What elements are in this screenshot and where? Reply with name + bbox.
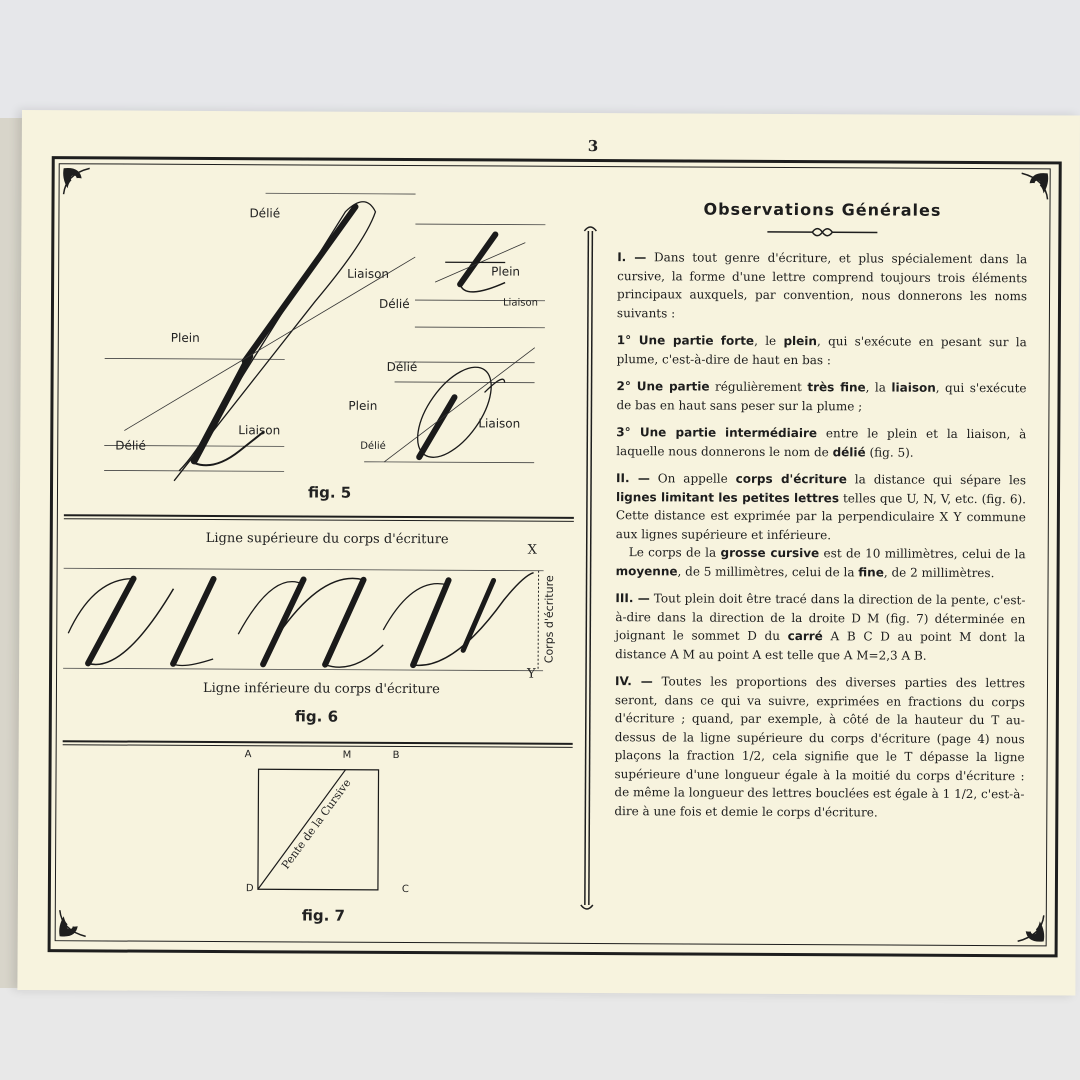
fig6-bottom-label: Ligne inférieure du corps d'écriture	[202, 680, 440, 698]
title-ornament	[762, 225, 882, 240]
paragraph-lead: 1° Une partie	[616, 333, 714, 348]
fig6-side-label: Corps d'écriture	[542, 575, 557, 664]
paragraph-lead: I. —	[617, 250, 647, 265]
paragraph-body: régulièrement très fine, la liaison, qui s'exécute de bas en haut sans peser sur la plume ;	[616, 379, 1027, 413]
letter-t-stroke	[435, 234, 525, 292]
fig5-label-delie-bottom: Délié	[115, 438, 146, 453]
paragraph-body: forte, le plein, qui s'exécute en pesant sur la plume, c'est-à-dire de haut en bas :	[616, 333, 1027, 367]
fig5-label-delie-top: Délié	[249, 206, 281, 221]
paragraph-body: Dans tout genre d'écriture, et plus spécialement dans la cursive, la forme d'une lettre comprend toujours trois éléments principaux auxquels, par convention, nous donnerons les noms suivants :	[616, 250, 1028, 320]
fig5-label-t-liaison: Liaison	[502, 297, 538, 309]
book-page	[17, 110, 1080, 996]
fig5-diagram	[64, 170, 576, 513]
fig6-top-label: Ligne supérieure du corps d'écriture	[205, 530, 449, 548]
fig5-caption: fig. 5	[307, 483, 352, 502]
fig5-label-plein-left: Plein	[170, 330, 200, 345]
fig5-label-liaison-bottom: Liaison	[238, 423, 281, 438]
fig5-label-o-liaison: Liaison	[478, 416, 521, 431]
corner-ornament-bottom-left	[56, 900, 96, 940]
corner-ornament-bottom-right	[1008, 905, 1048, 945]
fig5-label-liaison-top: Liaison	[347, 266, 390, 281]
paragraph-list	[614, 248, 1027, 822]
paragraph-body: Tout plein doit être tracé dans la direction de la pente, c'est-à-dire dans la direction de la droite D M (fig. 7) déterminée en joignant le sommet D du carré A B C D au point M dont la distance A M au point A est telle que A M=2,3 A B.	[615, 591, 1026, 663]
fig5-label-t-delie: Délié	[378, 296, 410, 312]
letter-l-stroke	[124, 201, 415, 483]
background-top	[0, 0, 1080, 120]
paragraph-lead: 3° Une partie	[616, 425, 717, 440]
fig7-diagonal-label: Pente de la Cursive	[279, 776, 354, 872]
fig7-corner-d: D	[245, 883, 254, 895]
paragraph-body: On appelle corps d'écriture la distance qui sépare les lignes limitant les petites lettres telles que U, N, V, etc. (fig. 6). Cette distance est exprimée par la perpendiculaire X Y commune aux lignes supérieure et inférieure. Le corps de la grosse cursive est de 10 millimètres, celui de la moyenne, de 5 millimètres, celui de la fine, de 2 millimètres.	[615, 471, 1027, 580]
paragraph-lead: III. —	[615, 591, 650, 606]
paragraph-body: intermédiaire entre le plein et la liaison, à laquelle nous donnerons le nom de délié (fig. 5).	[616, 425, 1027, 460]
fig6-caption: fig. 6	[294, 707, 339, 726]
fig7-corner-b: B	[392, 749, 400, 761]
paragraph-7	[614, 672, 1025, 822]
fig5-label-o-delie-top: Délié	[386, 359, 418, 375]
page-number: 3	[587, 136, 599, 156]
paragraph-1	[617, 248, 1027, 324]
fig5-label-o-plein: Plein	[348, 398, 378, 413]
paragraph-6	[615, 589, 1025, 665]
fig6-y-label: Y	[527, 666, 536, 682]
fig7-corner-a: A	[244, 749, 252, 761]
section-title: Observations Générales	[703, 199, 942, 220]
paragraph-lead: 2° Une partie	[616, 379, 710, 394]
fig6-diagram	[63, 548, 574, 681]
fig6-x-label: X	[527, 542, 538, 558]
fig5-label-t-plein: Plein	[491, 264, 521, 279]
paragraph-3	[616, 377, 1026, 416]
paragraph-2	[617, 331, 1027, 370]
fig5-label-o-delie-bottom: Délié	[360, 440, 386, 452]
paragraph-4	[616, 423, 1026, 462]
paragraph-lead: IV. —	[614, 674, 653, 689]
fig7-corner-m: M	[342, 749, 352, 761]
paragraph-lead: II. —	[616, 471, 650, 486]
fig7-caption: fig. 7	[301, 906, 346, 925]
paragraph-5	[616, 469, 1027, 582]
fig7-corner-c: C	[401, 884, 409, 896]
text-column	[614, 199, 1027, 831]
paragraph-body: Toutes les proportions des diverses parties des lettres seront, dans ce qui va suivre, exprimées en fractions du corps d'écriture ; quand, par exemple, à côté de la hauteur du T au-dessus de la ligne supérieure du corps d'écriture (page 4) nous plaçons la fraction 1/2, cela signifie que le T dépasse la ligne supérieure d'une longueur égale à la moitié du corps d'écriture : de même la longueur des lettres bouclées est égale à 1 1/2, c'est-à-dire à une fois et demie le corps d'écriture.	[614, 674, 1026, 819]
